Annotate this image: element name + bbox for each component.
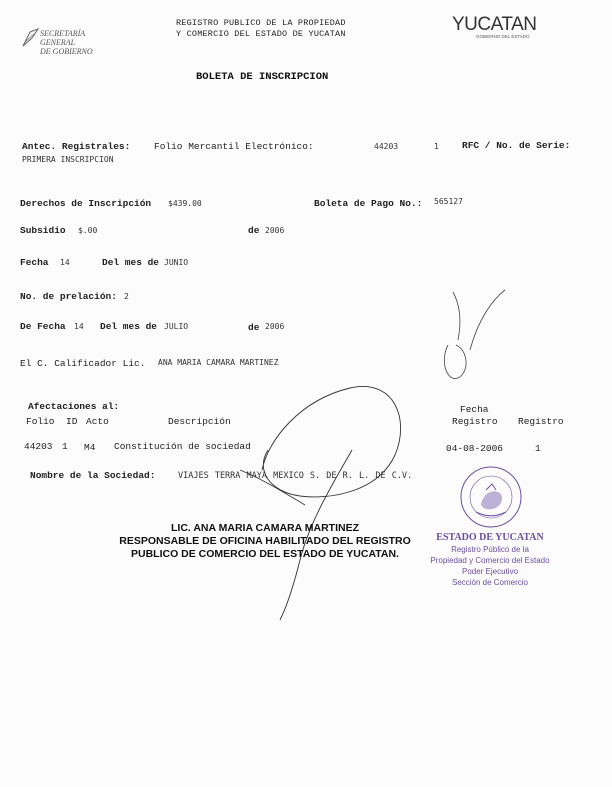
signer-title-line1: RESPONSABLE DE OFICINA HABILITADO DEL REGISTRO [119,535,411,547]
subsidio-year: 2006 [265,226,285,235]
prelacion-value: 2 [124,292,129,301]
folio-mercantil-value: 44203 [374,142,399,151]
calificador-label: El C. Calificador Lic. [20,358,146,369]
coat-of-arms-seal-icon [456,462,526,532]
stamp-line3: Poder Ejecutivo [461,567,519,576]
col-descripcion: Descripción [168,416,231,427]
afectaciones-label: Afectaciones al: [28,401,120,412]
row-acto: M4 [84,442,96,453]
derechos-label: Derechos de Inscripción [20,198,152,209]
registry-line2: Y COMERCIO DEL ESTADO DE YUCATAN [176,29,346,39]
stamp-line1: Registro Público de la [451,545,529,554]
col-acto: Acto [86,416,109,427]
logo-line1: SECRETARÍA [40,29,86,38]
row-registro: 1 [535,443,541,454]
derechos-value: $439.00 [168,199,202,208]
de-fecha-de-label: de [248,322,260,333]
boleta-pago-value: 565127 [434,197,463,206]
feather-icon [20,26,42,48]
logo-line2: GENERAL [40,38,76,47]
row-id: 1 [62,441,68,452]
de-fecha-label: De Fecha [20,321,66,332]
folio-mercantil-num: 1 [434,142,439,151]
subsidio-value: $.00 [78,226,98,235]
subsidio-de-label: de [248,225,260,236]
sociedad-label: Nombre de la Sociedad: [30,470,156,481]
official-stamp [420,462,560,592]
de-fecha-mes-label: Del mes de [100,321,158,332]
prelacion-label: No. de prelación: [20,291,117,302]
fecha-day: 14 [60,258,70,267]
boleta-pago-label: Boleta de Pago No.: [314,198,423,209]
stamp-line2: Propiedad y Comercio del Estado [430,556,550,565]
col-fecha-top: Fecha [460,404,489,415]
calificador-value: ANA MARIA CAMARA MARTINEZ [158,358,279,367]
signer-name: LIC. ANA MARIA CAMARA MARTINEZ [170,522,359,534]
subsidio-label: Subsidio [20,225,66,236]
page-title: BOLETA DE INSCRIPCION [196,71,329,83]
col-fecha-bottom: Registro [452,416,498,427]
signer-title-line2: PUBLICO DE COMERCIO DEL ESTADO DE YUCATAN. [131,548,399,560]
rfc-label: RFC / No. de Serie: [462,140,571,151]
de-fecha-day: 14 [74,322,84,331]
folio-mercantil-label: Folio Mercantil Electrónico: [154,141,314,152]
yucatan-logo [452,14,536,39]
stamp-line4: Sección de Comercio [451,578,529,587]
inscripcion-tipo: PRIMERA INSCRIPCION [22,155,114,164]
fecha-month: JUNIO [164,258,189,267]
sociedad-value: VIAJES TERRA MAYA MEXICO S. DE R. L. DE C.V. [178,471,413,481]
fecha-label: Fecha [20,257,49,268]
fecha-mes-label: Del mes de [102,257,160,268]
registry-line1: REGISTRO PUBLICO DE LA PROPIEDAD [176,18,346,28]
row-fecha: 04-08-2006 [446,443,504,454]
col-registro: Registro [518,416,564,427]
de-fecha-year: 2006 [265,322,285,331]
col-id: ID [66,416,78,427]
col-folio: Folio [26,416,55,427]
logo-line3: DE GOBIERNO [40,47,93,56]
yucatan-logo-name: YUCATAN [452,14,537,35]
de-fecha-month: JULIO [164,322,189,331]
yucatan-logo-subtitle: GOBIERNO DEL ESTADO [476,34,530,39]
row-folio: 44203 [24,441,53,452]
row-descripcion: Constitución de sociedad [114,441,251,452]
stamp-title: ESTADO DE YUCATAN [436,532,544,543]
antec-label: Antec. Registrales: [22,141,131,152]
